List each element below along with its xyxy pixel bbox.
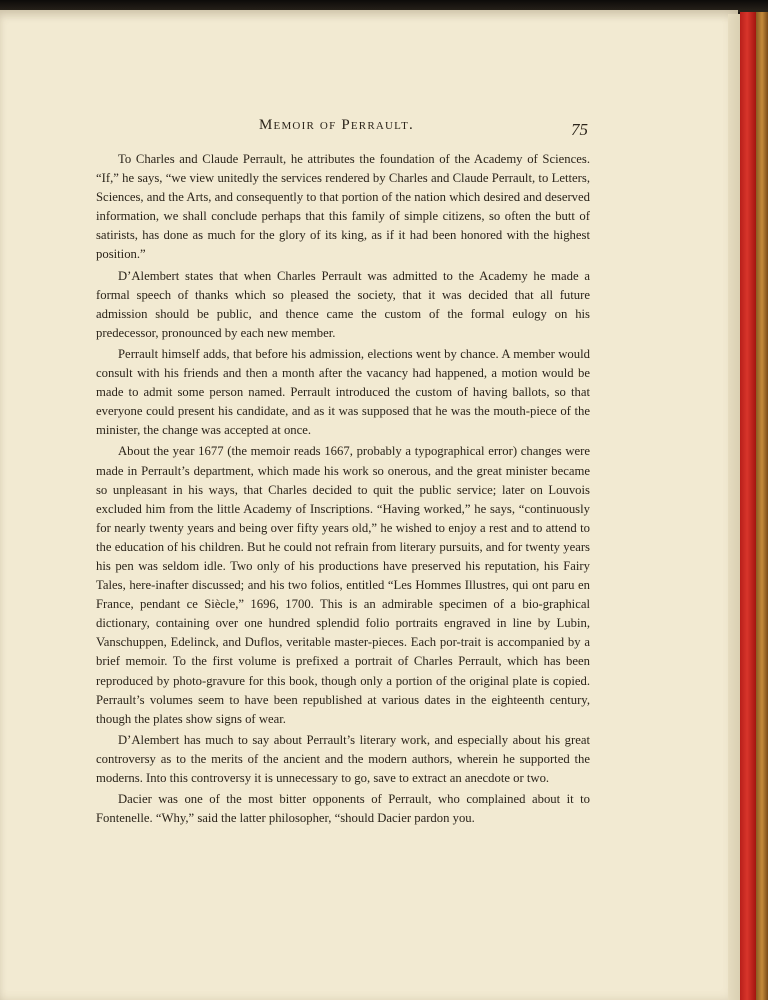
paragraph: Perrault himself adds, that before his admission, elections went by chance. A member would consult with his friends and then a month after the vacancy had happened, a motion would be made to admit some person named. Perrault introduced the custom of having ballots, so that everyone could present his candidate, and as it was supposed that he was the mouth-piece of the minister, the change was accepted at once.	[96, 346, 590, 438]
paragraph: About the year 1677 (the memoir reads 1667, probably a typographical error) changes were made in Perrault’s department, which made his work so onerous, and the great minister became so unpleasant in his ways, that Charles decided to quit the public service; later on Louvois excluded him from the little Academy of Inscriptions. “Having worked,” he says, “continuously for nearly twenty years and being over fifty years old,” he wished to enjoy a rest and to attend to the education of his children. But he could not refrain from literary pursuits, and for twenty years his pen was seldom idle. Two only of his productions have preserved his reputation, his Fairy Tales, here-inafter discussed; and his two folios, entitled “Les Hommes Illustres, qui ont paru en France, pendant ce Siècle,” 1696, 1700. This is an admirable specimen of a bio-graphical dictionary, containing over one hundred splendid folio portraits engraved in line by Lubin, Vanschuppen, Edelinck, and Duflos, veritable master-pieces. Each por-trait is accompanied by a brief memoir. To the first volume is prefixed a portrait of Charles Perrault, which has been reproduced by photo-gravure for this book, though only a portion of the original plate is copied. Perrault’s volumes seem to have been republished at various dates in the eighteenth century, though the plates show signs of wear.	[96, 444, 590, 726]
running-head-title: Memoir of Perrault.	[259, 117, 414, 133]
paragraph: D’Alembert states that when Charles Perrault was admitted to the Academy he made a formal speech of thanks which so pleased the society, that it was decided that all future admission should be public, and thence came the custom of the formal eulogy on his predecessor, pronounced by each new member.	[96, 268, 590, 340]
paragraph: To Charles and Claude Perrault, he attributes the foundation of the Academy of Sciences. “If,” he says, “we view unitedly the services rendered by Charles and Claude Perrault, to Letters, Sciences, and the Arts, and consequently to that portion of the nation which desired and deserved information, we shall conclude perhaps that this family of simple citizens, so often the butt of satirists, has done as much for the glory of its king, as if it had been honored with the highest position.”	[96, 152, 590, 262]
page-number: 75	[571, 120, 588, 139]
page-fore-edge	[728, 14, 740, 1000]
book-cover-edge	[756, 12, 768, 1000]
paragraph: D’Alembert has much to say about Perrault’s literary work, and especially about his great controversy as to the merits of the ancient and the modern authors, wherein he supported the moderns. Into this controversy it is unnecessary to go, save to extract an anecdote or two.	[96, 732, 590, 785]
body-text	[96, 150, 590, 830]
book-red-edge	[740, 12, 756, 1000]
paragraph: Dacier was one of the most bitter opponents of Perrault, who complained about it to Fontenelle. “Why,” said the latter philosopher, “should Dacier pardon you.	[96, 792, 590, 826]
running-head	[96, 114, 616, 144]
